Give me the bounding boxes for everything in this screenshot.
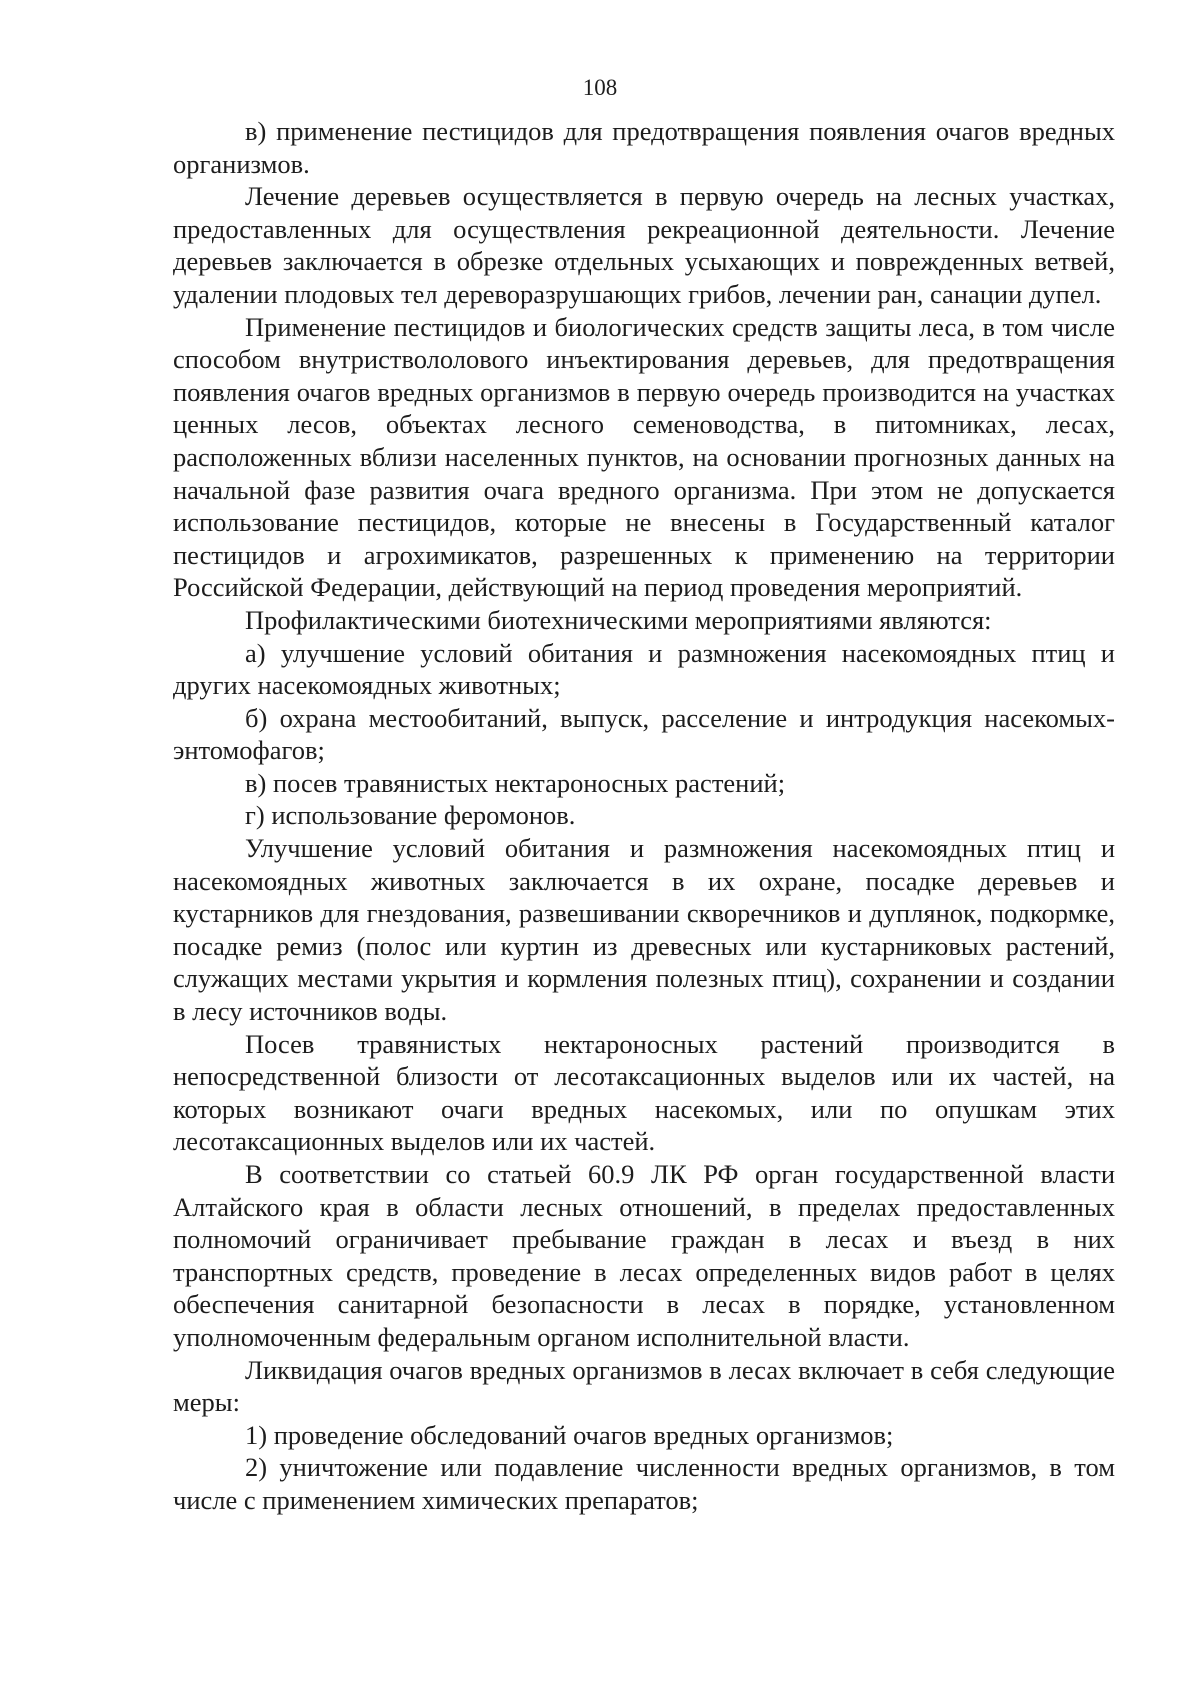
paragraph-tree-treatment: Лечение деревьев осуществляется в первую очередь на лесных участках, предоставленных для осуществления рекреационной деятельности. Лечение деревьев заключается в обрезке отдельных усыхающих и поврежденных ветвей, удалении плодовых тел дереворазрушающих грибов, лечении ран, санации дупел. [173,181,1115,309]
list-item-1: 1) проведение обследований очагов вредных организмов; [245,1419,894,1450]
paragraph-nectar-plants: Посев травянистых нектароносных растений производится в непосредственной близости от лесотаксационных выделов или их частей, на которых возникают очаги вредных насекомых, или по опушкам этих лесотаксационных выделов или их частей. [173,1028,1115,1157]
paragraph-pesticide-use: Применение пестицидов и биологических средств защиты леса, в том числе способом внутриствололового инъектирования деревьев, для предотвращения появления очагов вредных организмов в первую очередь производится на участках ценных лесов, объектах лесного семеноводства, в питомниках, лесах, расположенных вблизи населенных пунктов, на основании прогнозных данных на начальной фазе развития очага вредного организма. При этом не допускается использование пестицидов, которые не внесены в Государственный каталог пестицидов и агрохимикатов, разрешенных к применению на территории Российской Федерации, действующий на период проведения мероприятий. [173,311,1115,603]
page-number: 108 [582,75,618,100]
list-item-g: г) использование феромонов. [245,800,576,831]
list-item-2: 2) уничтожение или подавление численности вредных организмов, в том числе с применением химических препаратов; [173,1452,1115,1515]
list-item-a: а) улучшение условий обитания и размножения насекомоядных птиц и других насекомоядных животных; [173,637,1115,701]
paragraph-article-60-9: В соответствии со статьей 60.9 ЛК РФ орган государственной власти Алтайского края в области лесных отношений, в пределах предоставленных полномочий ограничивает пребывание граждан в лесах и въезд в них транспортных средств, проведение в лесах определенных видов работ в целях обеспечения санитарной безопасности в лесах в порядке, установленном уполномоченным федеральным органом исполнительной власти. [173,1159,1115,1352]
paragraph-liquidation-measures: Ликвидация очагов вредных организмов в лесах включает в себя следующие меры: [173,1354,1115,1418]
paragraph-biotechnical-measures-intro: Профилактическими биотехническими мероприятиями являются: [245,604,992,635]
paragraph-bird-habitat: Улучшение условий обитания и размножения насекомоядных птиц и насекомоядных животных заключается в их охране, посадке деревьев и кустарников для гнездования, развешивании скворечников и дуплянок, подкормке, посадке ремиз (полос или куртин из древесных или кустарниковых растений, служащих местами укрытия и кормления полезных птиц), сохранении и создании в лесу источников воды. [173,833,1115,1027]
document-body [173,115,1115,1517]
list-item-b: б) охрана местообитаний, выпуск, расселение и интродукция насекомых-энтомофагов; [173,702,1115,766]
paragraph-pesticide-application-item-v: в) применение пестицидов для предотвращения появления очагов вредных организмов. [173,116,1115,179]
list-item-v: в) посев травянистых нектароносных растений; [245,767,786,798]
